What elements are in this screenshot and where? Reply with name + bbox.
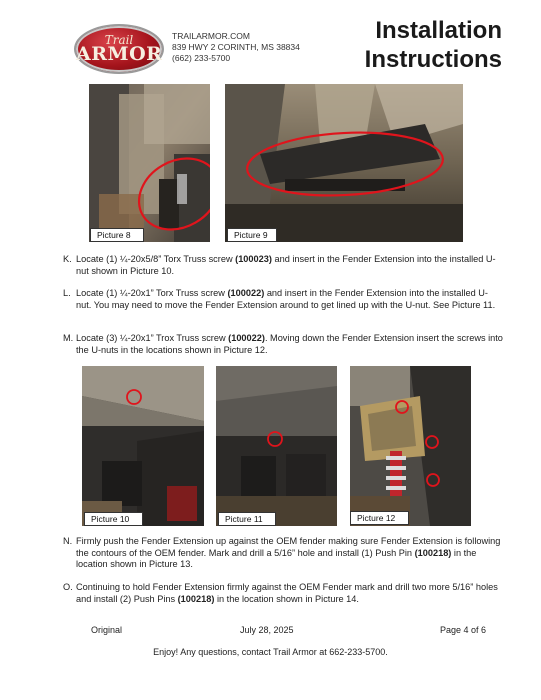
step-o-letter: O. (63, 582, 73, 592)
photo-picture-8 (89, 84, 210, 242)
step-o (63, 582, 503, 605)
step-n (63, 536, 503, 571)
step-m-text-1: Locate (3) ¼-20x1” Trox Truss screw (76, 333, 229, 343)
caption-picture-8: Picture 8 (90, 228, 144, 242)
step-o-text-1: Continuing to hold Fender Extension firmly against the OEM Fender mark and drill two more 5/16” holes and install (2) Push Pins (76, 582, 498, 604)
step-l (63, 288, 503, 311)
step-l-part-number: (100022) (227, 288, 265, 298)
contact-website: TRAILARMOR.COM (172, 31, 250, 41)
step-o-part-number: (100218) (177, 593, 215, 604)
photo-10-image (82, 366, 204, 526)
trail-armor-logo (74, 24, 164, 74)
step-m-text-2: . Moving down the Fender Extension insert the screws into the U-nuts in the locations shown in Picture 12. (76, 333, 503, 355)
step-l-text-2: and insert in the Fender Extension into the installed U-nut. You may need to move the Fender Extension around to get lined up with the U-nut. See Picture 11. (76, 288, 496, 310)
photo-picture-11 (216, 366, 337, 526)
step-k-part-number: (100023) (235, 254, 272, 264)
title-line-1: Installation (375, 17, 502, 44)
footer-page-number: Page 4 of 6 (440, 625, 487, 635)
photo-12-image (350, 366, 471, 526)
footer-contact-note: Enjoy! Any questions, contact Trail Armor at 662-233-5700. (153, 647, 388, 657)
logo-text-trail: Trail (104, 33, 134, 47)
photo-9-image (225, 84, 463, 242)
step-k-text-2: and insert in the Fender Extension into the installed U-nut shown in Picture 10. (76, 254, 496, 276)
title-line-2: Instructions (364, 46, 502, 73)
step-m (63, 333, 503, 356)
footer-date: July 28, 2025 (240, 625, 294, 635)
step-m-part-number: (100022) (228, 333, 265, 343)
step-n-letter: N. (63, 536, 73, 546)
logo-text-armor: ARMOR (76, 43, 163, 65)
step-l-letter: L. (63, 288, 71, 298)
step-n-text-1: Firmly push the Fender Extension up against the OEM fender making sure Fender Extension is following the contours of the OEM fender. Mark and drill a 5/16” hole and install (1) Push Pin (76, 536, 501, 558)
photo-11-image (216, 366, 337, 526)
contact-address: 839 HWY 2 CORINTH, MS 38834 (172, 42, 300, 52)
caption-picture-9: Picture 9 (227, 228, 277, 242)
page-title (350, 16, 502, 74)
step-n-text-2: in the location shown in Picture 13. (76, 547, 477, 570)
step-k (63, 254, 503, 277)
caption-picture-12: Picture 12 (350, 511, 409, 525)
photo-8-image (89, 84, 210, 242)
step-k-letter: K. (63, 254, 72, 264)
photo-picture-10 (82, 366, 204, 526)
photo-picture-9 (225, 84, 463, 242)
caption-picture-11: Picture 11 (218, 512, 276, 526)
step-m-letter: M. (63, 333, 74, 343)
step-l-text-1: Locate (1) ¼-20x1” Torx Truss screw (76, 288, 228, 298)
step-o-text-2: in the location shown in Picture 14. (214, 593, 359, 604)
step-n-part-number: (100218) (414, 547, 452, 558)
contact-block (172, 31, 300, 64)
step-k-text-1: Locate (1) ¼-20x5/8” Torx Truss screw (76, 254, 236, 264)
photo-picture-12 (350, 366, 471, 526)
contact-phone: (662) 233-5700 (172, 53, 231, 63)
footer-version: Original (91, 625, 123, 635)
caption-picture-10: Picture 10 (84, 512, 143, 526)
